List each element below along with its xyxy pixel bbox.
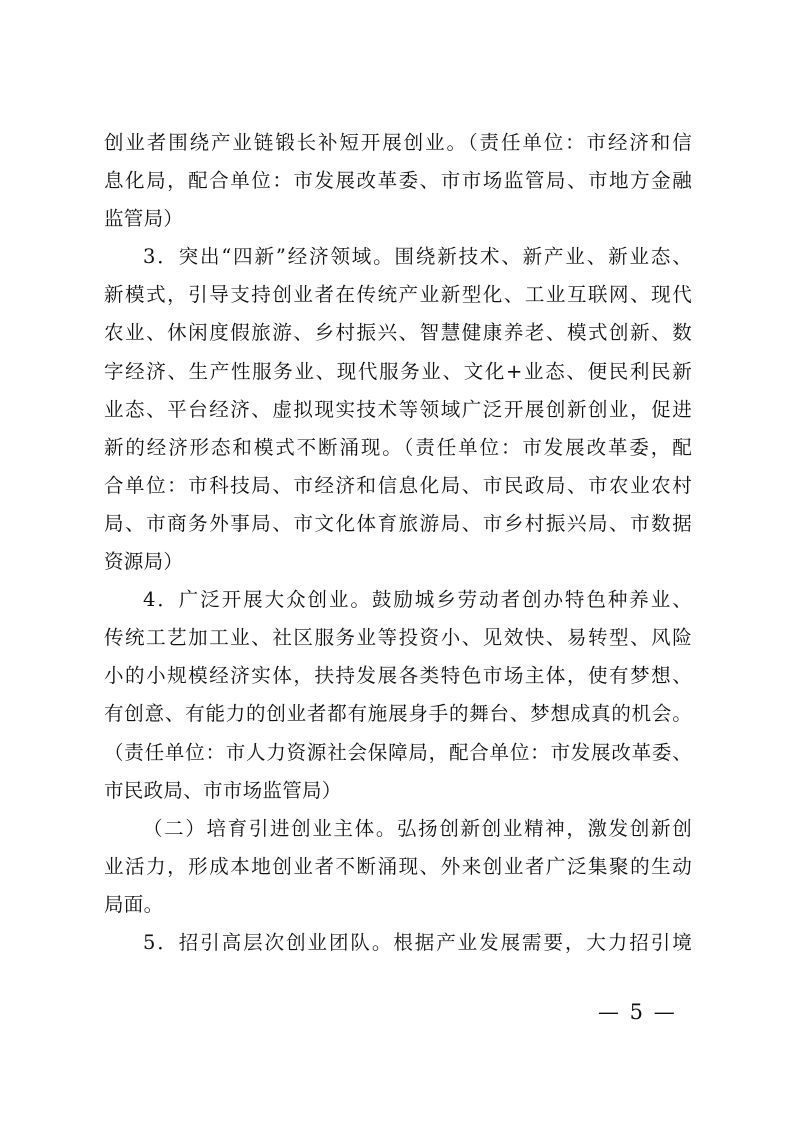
paragraph-line: 小的小规模经济实体，扶持发展各类特色市场主体，使有梦想、 [104, 664, 692, 688]
paragraph-line: 合单位：市科技局、市经济和信息化局、市民政局、市农业农村 [104, 473, 692, 497]
paragraph-line: 有创意、有能力的创业者都有施展身手的舞台、梦想成真的机会。 [104, 702, 692, 726]
paragraph-line: 传统工艺加工业、社区服务业等投资小、见效快、易转型、风险 [104, 626, 692, 650]
document-body [104, 124, 692, 962]
paragraph-line: 农业、休闲度假旅游、乡村振兴、智慧健康养老、模式创新、数 [104, 321, 692, 345]
paragraph-line: 市民政局、市市场监管局） [104, 778, 342, 802]
paragraph-line: 监管局） [104, 207, 184, 231]
paragraph-line: （责任单位：市人力资源社会保障局，配合单位：市发展改革委、 [104, 740, 692, 764]
paragraph-line: 新模式，引导支持创业者在传统产业新型化、工业互联网、现代 [104, 283, 692, 307]
paragraph-line: 业活力，形成本地创业者不断涌现、外来创业者广泛集聚的生动 [104, 854, 692, 878]
page-number: — 5 — [598, 1000, 677, 1024]
paragraph-line: 新的经济形态和模式不断涌现。（责任单位：市发展改革委，配 [104, 435, 692, 459]
paragraph-line: 局、市商务外事局、市文化体育旅游局、市乡村振兴局、市数据 [104, 511, 692, 535]
section-heading-line: （二）培育引进创业主体。弘扬创新创业精神，激发创新创 [143, 816, 692, 840]
paragraph-line: 业态、平台经济、虚拟现实技术等领域广泛开展创新创业，促进 [104, 397, 692, 421]
paragraph-line: 局面。 [104, 892, 164, 916]
paragraph-line: 创业者围绕产业链锻长补短开展创业。（责任单位：市经济和信 [104, 131, 692, 154]
paragraph-line: 资源局） [104, 550, 184, 574]
paragraph-line: 5．招引高层次创业团队。根据产业发展需要，大力招引境 [143, 930, 692, 954]
paragraph-line: 字经济、生产性服务业、现代服务业、文化+业态、便民利民新 [104, 359, 692, 383]
paragraph-line: 3．突出“四新”经济领域。围绕新技术、新产业、新业态、 [143, 245, 692, 269]
paragraph-line: 4．广泛开展大众创业。鼓励城乡劳动者创办特色种养业、 [143, 588, 692, 612]
paragraph-line: 息化局，配合单位：市发展改革委、市市场监管局、市地方金融 [104, 169, 692, 193]
